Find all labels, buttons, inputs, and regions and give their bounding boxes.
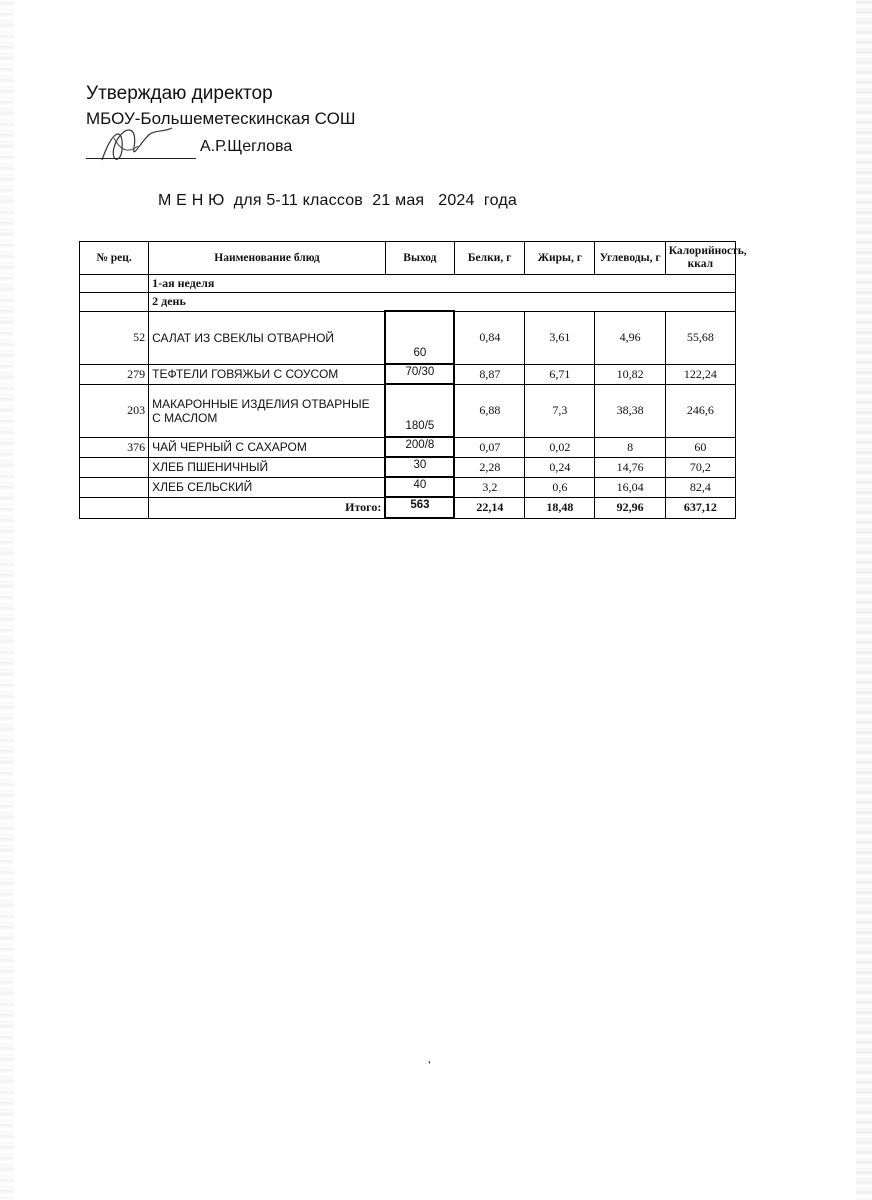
dish-carbs: 4,96 (595, 311, 665, 364)
dish-fats: 0,02 (525, 437, 595, 457)
dish-fats: 7,3 (525, 384, 595, 437)
approval-title: Утверждаю директор (86, 83, 273, 104)
header-proteins: Белки, г (454, 242, 524, 275)
dish-name: ХЛЕБ ПШЕНИЧНЫЙ (149, 457, 386, 477)
scan-mark: ˈ (427, 1058, 432, 1074)
table-header-row (80, 242, 736, 275)
scan-edge-right (856, 0, 872, 1200)
dish-proteins: 0,84 (454, 311, 524, 364)
dish-fats: 0,6 (525, 477, 595, 497)
dish-output: 70/30 (385, 364, 454, 384)
dish-name: ХЛЕБ СЕЛЬСКИЙ (149, 477, 386, 497)
dish-calories: 122,24 (665, 364, 735, 384)
signature-mark (94, 120, 184, 170)
dish-output: 40 (385, 477, 454, 497)
dish-output: 200/8 (385, 437, 454, 457)
recipe-number: 203 (80, 384, 149, 437)
total-carbs: 92,96 (595, 497, 665, 518)
day-row (80, 293, 736, 312)
header-carbs: Углеводы, г (595, 242, 665, 275)
total-label: Итого: (149, 497, 386, 518)
dish-fats: 6,71 (525, 364, 595, 384)
header-recipe: № рец. (80, 242, 149, 275)
week-label: 1-ая неделя (149, 275, 736, 293)
dish-carbs: 38,38 (595, 384, 665, 437)
dish-name: САЛАТ ИЗ СВЕКЛЫ ОТВАРНОЙ (149, 311, 386, 364)
dish-fats: 3,61 (525, 311, 595, 364)
table-row (80, 364, 736, 384)
dish-name: ЧАЙ ЧЕРНЫЙ С САХАРОМ (149, 437, 386, 457)
table-row (80, 384, 736, 437)
dish-calories: 55,68 (665, 311, 735, 364)
header-dish: Наименование блюд (149, 242, 386, 275)
total-fats: 18,48 (525, 497, 595, 518)
dish-carbs: 16,04 (595, 477, 665, 497)
dish-calories: 246,6 (665, 384, 735, 437)
dish-fats: 0,24 (525, 457, 595, 477)
menu-title: М Е Н Ю для 5-11 классов 21 мая 2024 года (158, 192, 517, 209)
signer-name: А.Р.Щеглова (200, 138, 293, 155)
dish-name: МАКАРОННЫЕ ИЗДЕЛИЯ ОТВАРНЫЕ С МАСЛОМ (149, 384, 386, 437)
dish-carbs: 8 (595, 437, 665, 457)
dish-proteins: 0,07 (454, 437, 524, 457)
approval-block (86, 82, 355, 162)
dish-proteins: 8,87 (454, 364, 524, 384)
scan-edge-left (0, 0, 14, 1200)
header-output: Выход (385, 242, 454, 275)
dish-proteins: 2,28 (454, 457, 524, 477)
table-row (80, 311, 736, 364)
total-calories: 637,12 (665, 497, 735, 518)
total-row (80, 497, 736, 518)
table-row (80, 437, 736, 457)
recipe-number (80, 477, 149, 497)
dish-carbs: 14,76 (595, 457, 665, 477)
header-calories: Калорийность, ккал (665, 242, 735, 275)
dish-calories: 70,2 (665, 457, 735, 477)
signature-underline (86, 158, 196, 159)
dish-output: 180/5 (385, 384, 454, 437)
menu-table (79, 241, 747, 519)
dish-carbs: 10,82 (595, 364, 665, 384)
table-row (80, 477, 736, 497)
school-name: МБОУ-Большеметескинская СОШ (86, 109, 356, 128)
day-label: 2 день (149, 293, 736, 312)
dish-calories: 60 (665, 437, 735, 457)
dish-output: 60 (385, 311, 454, 364)
dish-proteins: 6,88 (454, 384, 524, 437)
dish-proteins: 3,2 (454, 477, 524, 497)
recipe-number (80, 457, 149, 477)
dish-name: ТЕФТЕЛИ ГОВЯЖЬИ С СОУСОМ (149, 364, 386, 384)
recipe-number: 279 (80, 364, 149, 384)
week-row (80, 275, 736, 293)
total-proteins: 22,14 (454, 497, 524, 518)
header-fats: Жиры, г (525, 242, 595, 275)
dish-calories: 82,4 (665, 477, 735, 497)
recipe-number: 52 (80, 311, 149, 364)
recipe-number: 376 (80, 437, 149, 457)
signature-line (86, 134, 355, 162)
dish-output: 30 (385, 457, 454, 477)
total-output: 563 (385, 497, 454, 518)
table-row (80, 457, 736, 477)
